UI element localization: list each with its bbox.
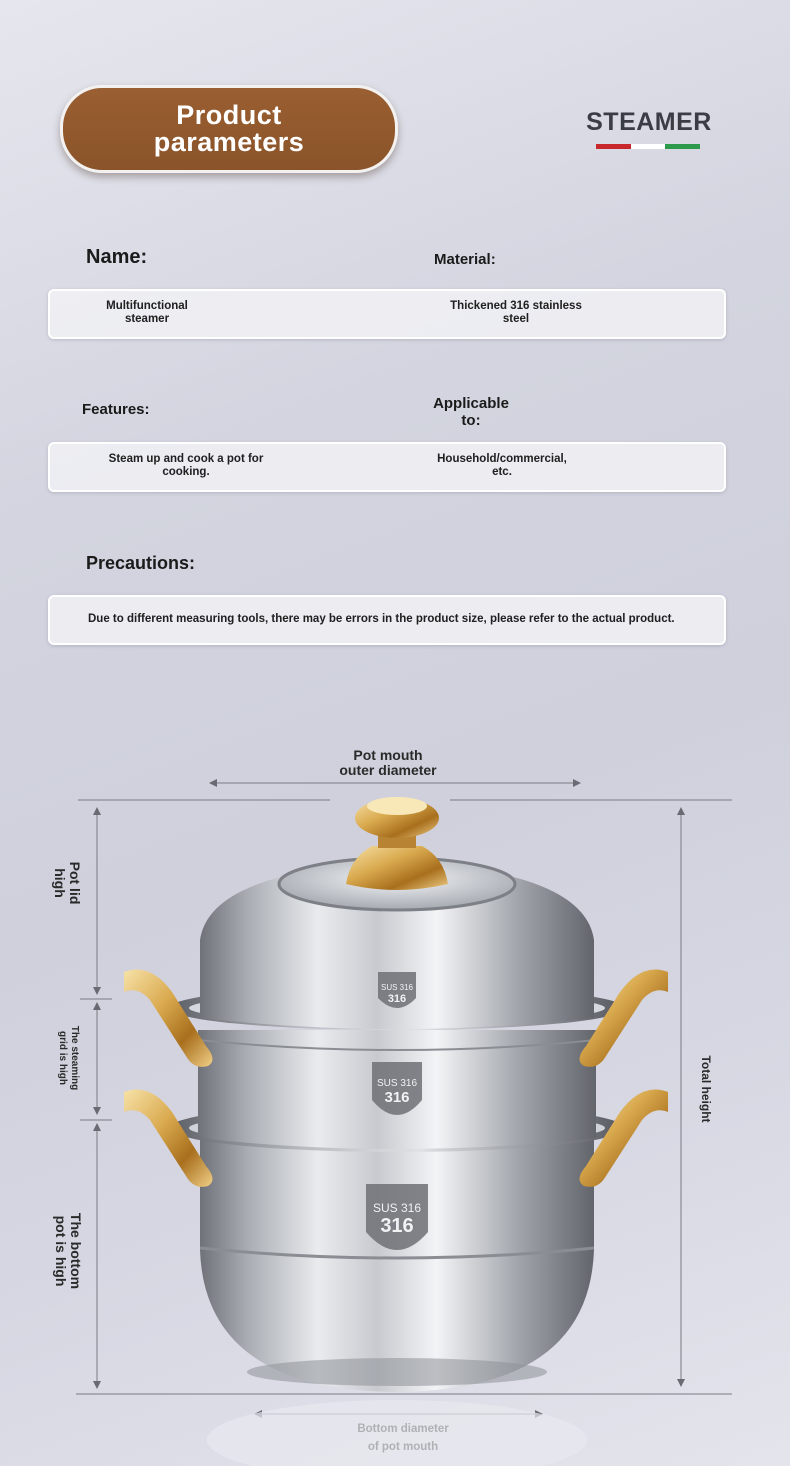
badge-grid (372, 1062, 422, 1115)
page-title: Product parameters (153, 100, 305, 157)
total-height-label: Total height (699, 1055, 713, 1123)
name-value: Multifunctional steamer (106, 300, 188, 325)
name-label: Name: (86, 246, 148, 268)
badge-lid (378, 972, 416, 1008)
mouth-outer-diameter-label: Pot mouth outer diameter (339, 747, 437, 778)
svg-text:SUS 316: SUS 316 (380, 983, 414, 992)
bottom-pot-height-label: The bottom pot is high (53, 1212, 84, 1290)
svg-text:316: 316 (380, 1215, 414, 1237)
svg-text:316: 316 (387, 993, 407, 1005)
features-label: Features: (82, 401, 150, 418)
precautions-value: Due to different measuring tools, there may be errors in the product size, please refer to the actual product. (88, 613, 675, 625)
lid-knob-base (346, 846, 448, 890)
lid-height-label: Pot lid high (52, 861, 83, 905)
svg-text:316: 316 (384, 1089, 410, 1106)
features-value: Steam up and cook a pot for cooking. (108, 453, 264, 478)
applicable-label: Applicable to: (433, 395, 509, 429)
material-value: Thickened 316 stainless steel (450, 300, 582, 325)
precautions-label: Precautions: (86, 553, 196, 573)
badge-bottom (366, 1184, 428, 1250)
grid-height-label: The steaming grid is high (57, 1025, 80, 1091)
bottom-pot (200, 1140, 594, 1392)
pot-reflection (207, 1400, 587, 1466)
material-label: Material: (434, 251, 496, 268)
svg-text:SUS 316: SUS 316 (376, 1078, 418, 1089)
brand-name: STEAMER (586, 108, 712, 136)
applicable-value: Household/commercial, etc. (437, 453, 567, 478)
svg-text:SUS 316: SUS 316 (372, 1201, 422, 1215)
